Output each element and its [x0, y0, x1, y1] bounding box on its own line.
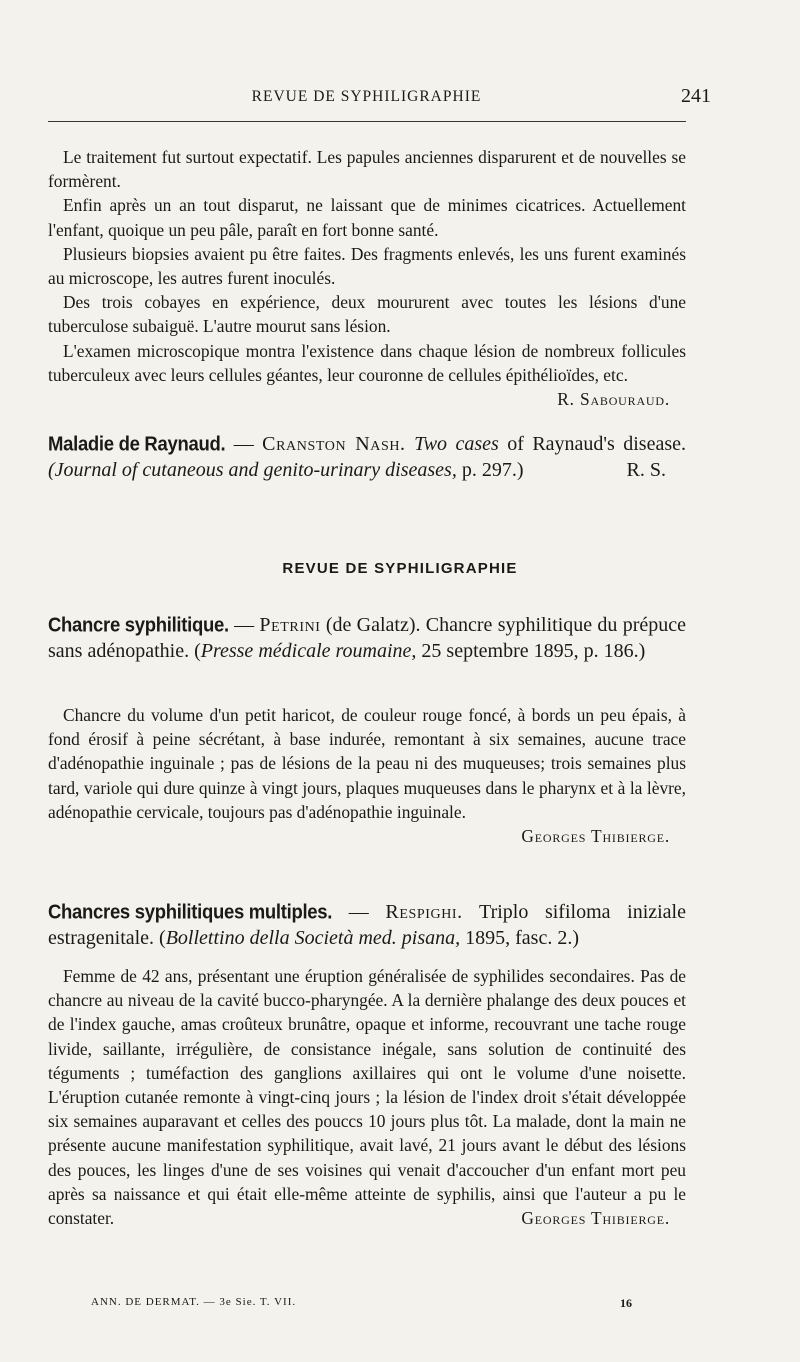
continued-review: [48, 145, 686, 411]
entry-raynaud: [48, 431, 686, 483]
journal: Presse médicale roumaine,: [200, 640, 417, 662]
entry-heading: [48, 612, 686, 664]
paragraph: Enfin après un an tout disparut, ne laissant que de minimes cicatrices. Actuellement l'enfant, quoique un peu pâle, paraît en fort bonne santé.: [48, 195, 686, 240]
dash: —: [332, 901, 386, 923]
footer-signature: ANN. DE DERMAT. — 3e Sie. T. VII.: [91, 1296, 297, 1308]
entry-title: Chancres syphilitiques multiples.: [48, 899, 333, 924]
article-title: Triplo sifiloma iniziale estragenitale. (: [48, 901, 686, 949]
signature: R. S.: [626, 459, 666, 481]
entry-title: Chancre syphilitique.: [48, 612, 229, 637]
section-title: REVUE DE SYPHILIGRAPHIE: [282, 560, 518, 577]
dash: —: [225, 433, 263, 455]
paragraph: Des trois cobayes en expérience, deux moururent avec toutes les lésions d'une tuberculose subaiguë. L'autre mourut sans lésion.: [48, 292, 686, 337]
sheet-number: 16: [620, 1296, 632, 1310]
entry-multiples: [48, 899, 686, 951]
author: Cranston Nash.: [262, 433, 406, 455]
signature: Georges Thibierge.: [521, 826, 670, 847]
running-head: REVUE DE SYPHILIGRAPHIE: [251, 88, 482, 105]
signature: R. Sabouraud.: [557, 389, 670, 410]
chancre-body: [48, 703, 686, 848]
paragraph: Chancre du volume d'un petit haricot, de couleur rouge foncé, à bords un peu épais, à fond érosif à peine sécrétant, à base indurée, remontant à six semaines, aucune trace d'adénopathie inguinale ; pas de lésions de la peau ni des muqueuses; trois semaines plus tard, variole qui dure quinze à vingt jours, plaques muqueuses dans le pharynx et à la lèvre, adénopathie cervicale, toujours pas d'adénopathie inguinale.: [48, 705, 686, 822]
author: Respighi.: [385, 901, 463, 923]
paragraph: Plusieurs biopsies avaient pu être faites. Des fragments enlevés, les uns furent examinés au microscope, les autres furent inoculés.: [48, 243, 686, 289]
page-header: [48, 85, 711, 112]
signature: Georges Thibierge.: [521, 1208, 670, 1229]
multiples-body: [48, 964, 686, 1230]
paragraph: Le traitement fut surtout expectatif. Les papules anciennes disparurent et de nouvelles se formèrent.: [48, 147, 686, 192]
entry-title: Maladie de Raynaud.: [48, 431, 226, 456]
date: 25 septembre 1895, p. 186.): [416, 640, 646, 662]
date: 1895, fasc. 2.): [460, 927, 579, 949]
entry-heading: [48, 899, 686, 951]
paragraph: [48, 964, 686, 1230]
header-rule: [48, 121, 686, 122]
article-title: (de Galatz). Chancre syphilitique du prépuce sans adénopathie. (: [48, 614, 686, 662]
page-number: 241: [681, 85, 711, 107]
article-title: Two cases: [414, 433, 499, 455]
author: Petrini: [259, 614, 321, 636]
paragraph-text: Femme de 42 ans, présentant une éruption généralisée de syphilides secondaires. Pas de chancre au niveau de la cavité bucco-pharyngée. A la dernière phalange des deux pouces et de l'index gauche, amas croûteux brunâtre, opaque et informe, recouvrant une tache rouge livide, saillante, irrégulière, de consistance inégale, sans solution de continuité des téguments ; tuméfaction des ganglions axillaires qui ont le volume d'une noisette. L'éruption cutanée remonte à vingt-cinq jours ; la lésion de l'index droit s'était développée six semaines auparavant et celles des pouccs 10 jours plus tôt. La malade, dont la main ne présente aucune manifestation syphilitique, avait lavé, 21 jours avant le début des lésions des pouces, les linges d'une de ses voisines qui venait d'accoucher d'un enfant mort peu après sa naissance et qui était elle-même atteinte de syphilis, ainsi que l'auteur a pu le constater.: [48, 966, 686, 1229]
paragraph-text: L'examen microscopique montra l'existence dans chaque lésion de nombreux follicules tuberculeux avec leurs cellules géantes, leur couronne de cellules épithélioïdes, etc.: [48, 340, 686, 385]
paragraph: [48, 339, 686, 410]
entry-chancre: [48, 612, 686, 664]
journal: Bollettino della Società med. pisana,: [165, 927, 461, 949]
page-ref: p. 297.): [456, 459, 524, 481]
dash: —: [228, 614, 260, 636]
journal: (Journal of cutaneous and genito-urinary diseases,: [48, 459, 457, 481]
entry-heading: [48, 431, 686, 483]
article-title-rest: of Raynaud's disease.: [498, 433, 686, 455]
